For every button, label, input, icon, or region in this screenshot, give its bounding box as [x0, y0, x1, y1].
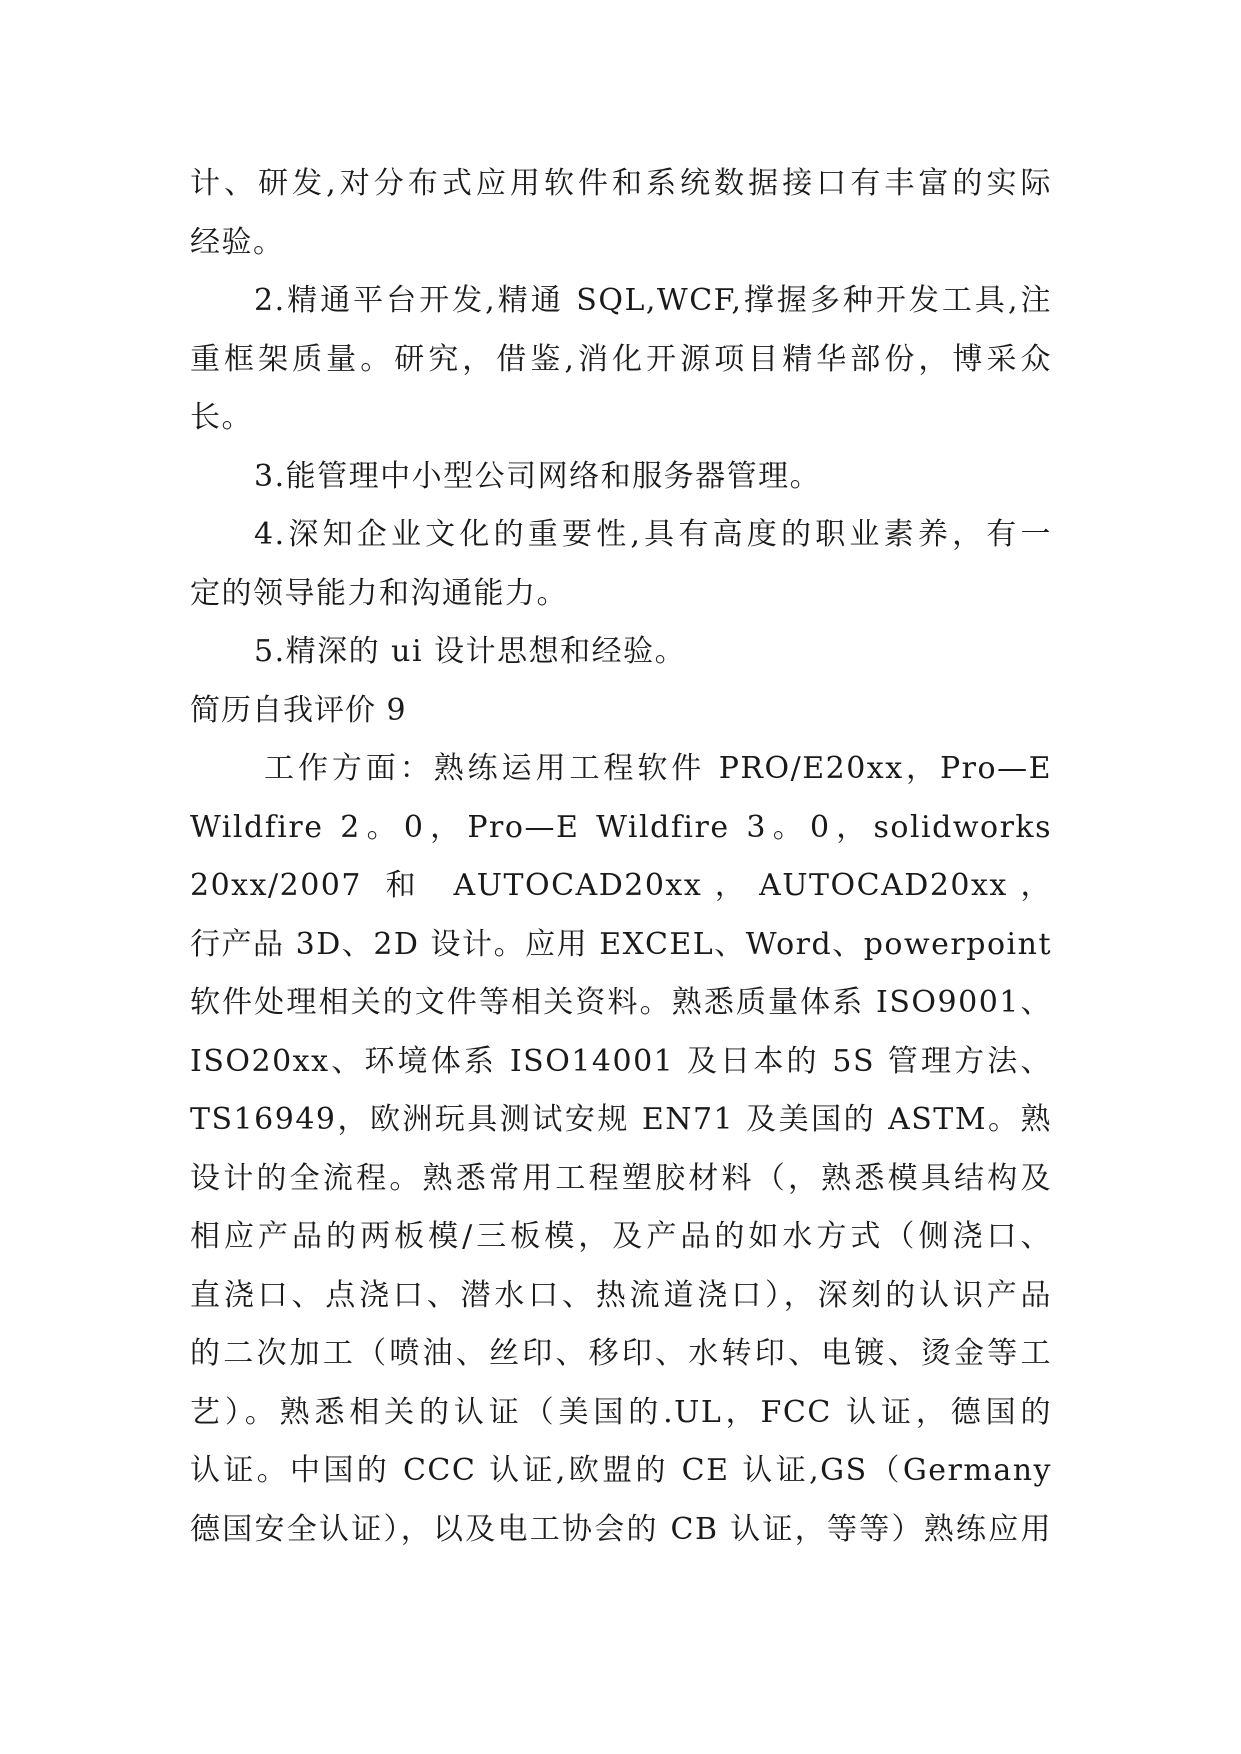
paragraph-line: 工作方面：熟练运用工程软件 PRO/E20xx，Pro—E [264, 751, 1052, 786]
paragraph-line: 德国安全认证），以及电工协会的 CB 认证，等等）熟练应用 [190, 1511, 1052, 1547]
paragraph-line: 软件处理相关的文件等相关资料。熟悉质量体系 ISO9001、 [190, 985, 1052, 1020]
paragraph-line: 的二次加工（喷油、丝印、移印、水转印、电镀、烫金等工 [190, 1336, 1052, 1371]
list-item-3: 3.能管理中小型公司网络和服务器管理。 [254, 458, 822, 494]
paragraph-line: 直浇口、点浇口、潜水口、热流道浇口），深刻的认识产品 [190, 1277, 1052, 1313]
list-item-4: 4.深知企业文化的重要性,具有高度的职业素养，有一 [254, 517, 1052, 552]
list-item-2: 2.精通平台开发,精通 SQL,WCF,撑握多种开发工具,注 [254, 283, 1052, 318]
paragraph-line: 经验。 [190, 224, 285, 260]
paragraph-line: TS16949，欧洲玩具测试安规 EN71 及美国的 ASTM。熟 [190, 1102, 1052, 1137]
paragraph-line: 20xx/2007 和 AUTOCAD20xx，AUTOCAD20xx， [190, 868, 1052, 903]
paragraph-line: 计、研发,对分布式应用软件和系统数据接口有丰富的实际 [190, 166, 1052, 201]
paragraph-line: ISO20xx、环境体系 ISO14001 及日本的 5S 管理方法、 [190, 1043, 1052, 1079]
paragraph-line: 定的领导能力和沟通能力。 [190, 575, 568, 611]
paragraph-line: 认证。中国的 CCC 认证,欧盟的 CE 认证,GS（Germany [190, 1453, 1052, 1488]
paragraph-line: Wildfire 2。0，Pro—E Wildfire 3。0，solidworks [190, 809, 1052, 845]
list-item-5: 5.精深的 ui 设计思想和经验。 [254, 634, 687, 669]
section-heading: 简历自我评价 9 [190, 692, 407, 728]
paragraph-line: 行产品 3D、2D 设计。应用 EXCEL、Word、powerpoint [190, 926, 1052, 962]
paragraph-line: 设计的全流程。熟悉常用工程塑胶材料（，熟悉模具结构及 [190, 1160, 1052, 1196]
paragraph-line: 相应产品的两板模/三板模，及产品的如水方式（侧浇口、 [190, 1219, 1052, 1254]
paragraph-line: 艺）。熟悉相关的认证（美国的.UL，FCC 认证，德国的 [190, 1394, 1052, 1430]
paragraph-line: 长。 [190, 400, 253, 435]
paragraph-line: 重框架质量。研究，借鉴,消化开源项目精华部份，博采众 [190, 341, 1052, 377]
document-page [190, 155, 1052, 1559]
